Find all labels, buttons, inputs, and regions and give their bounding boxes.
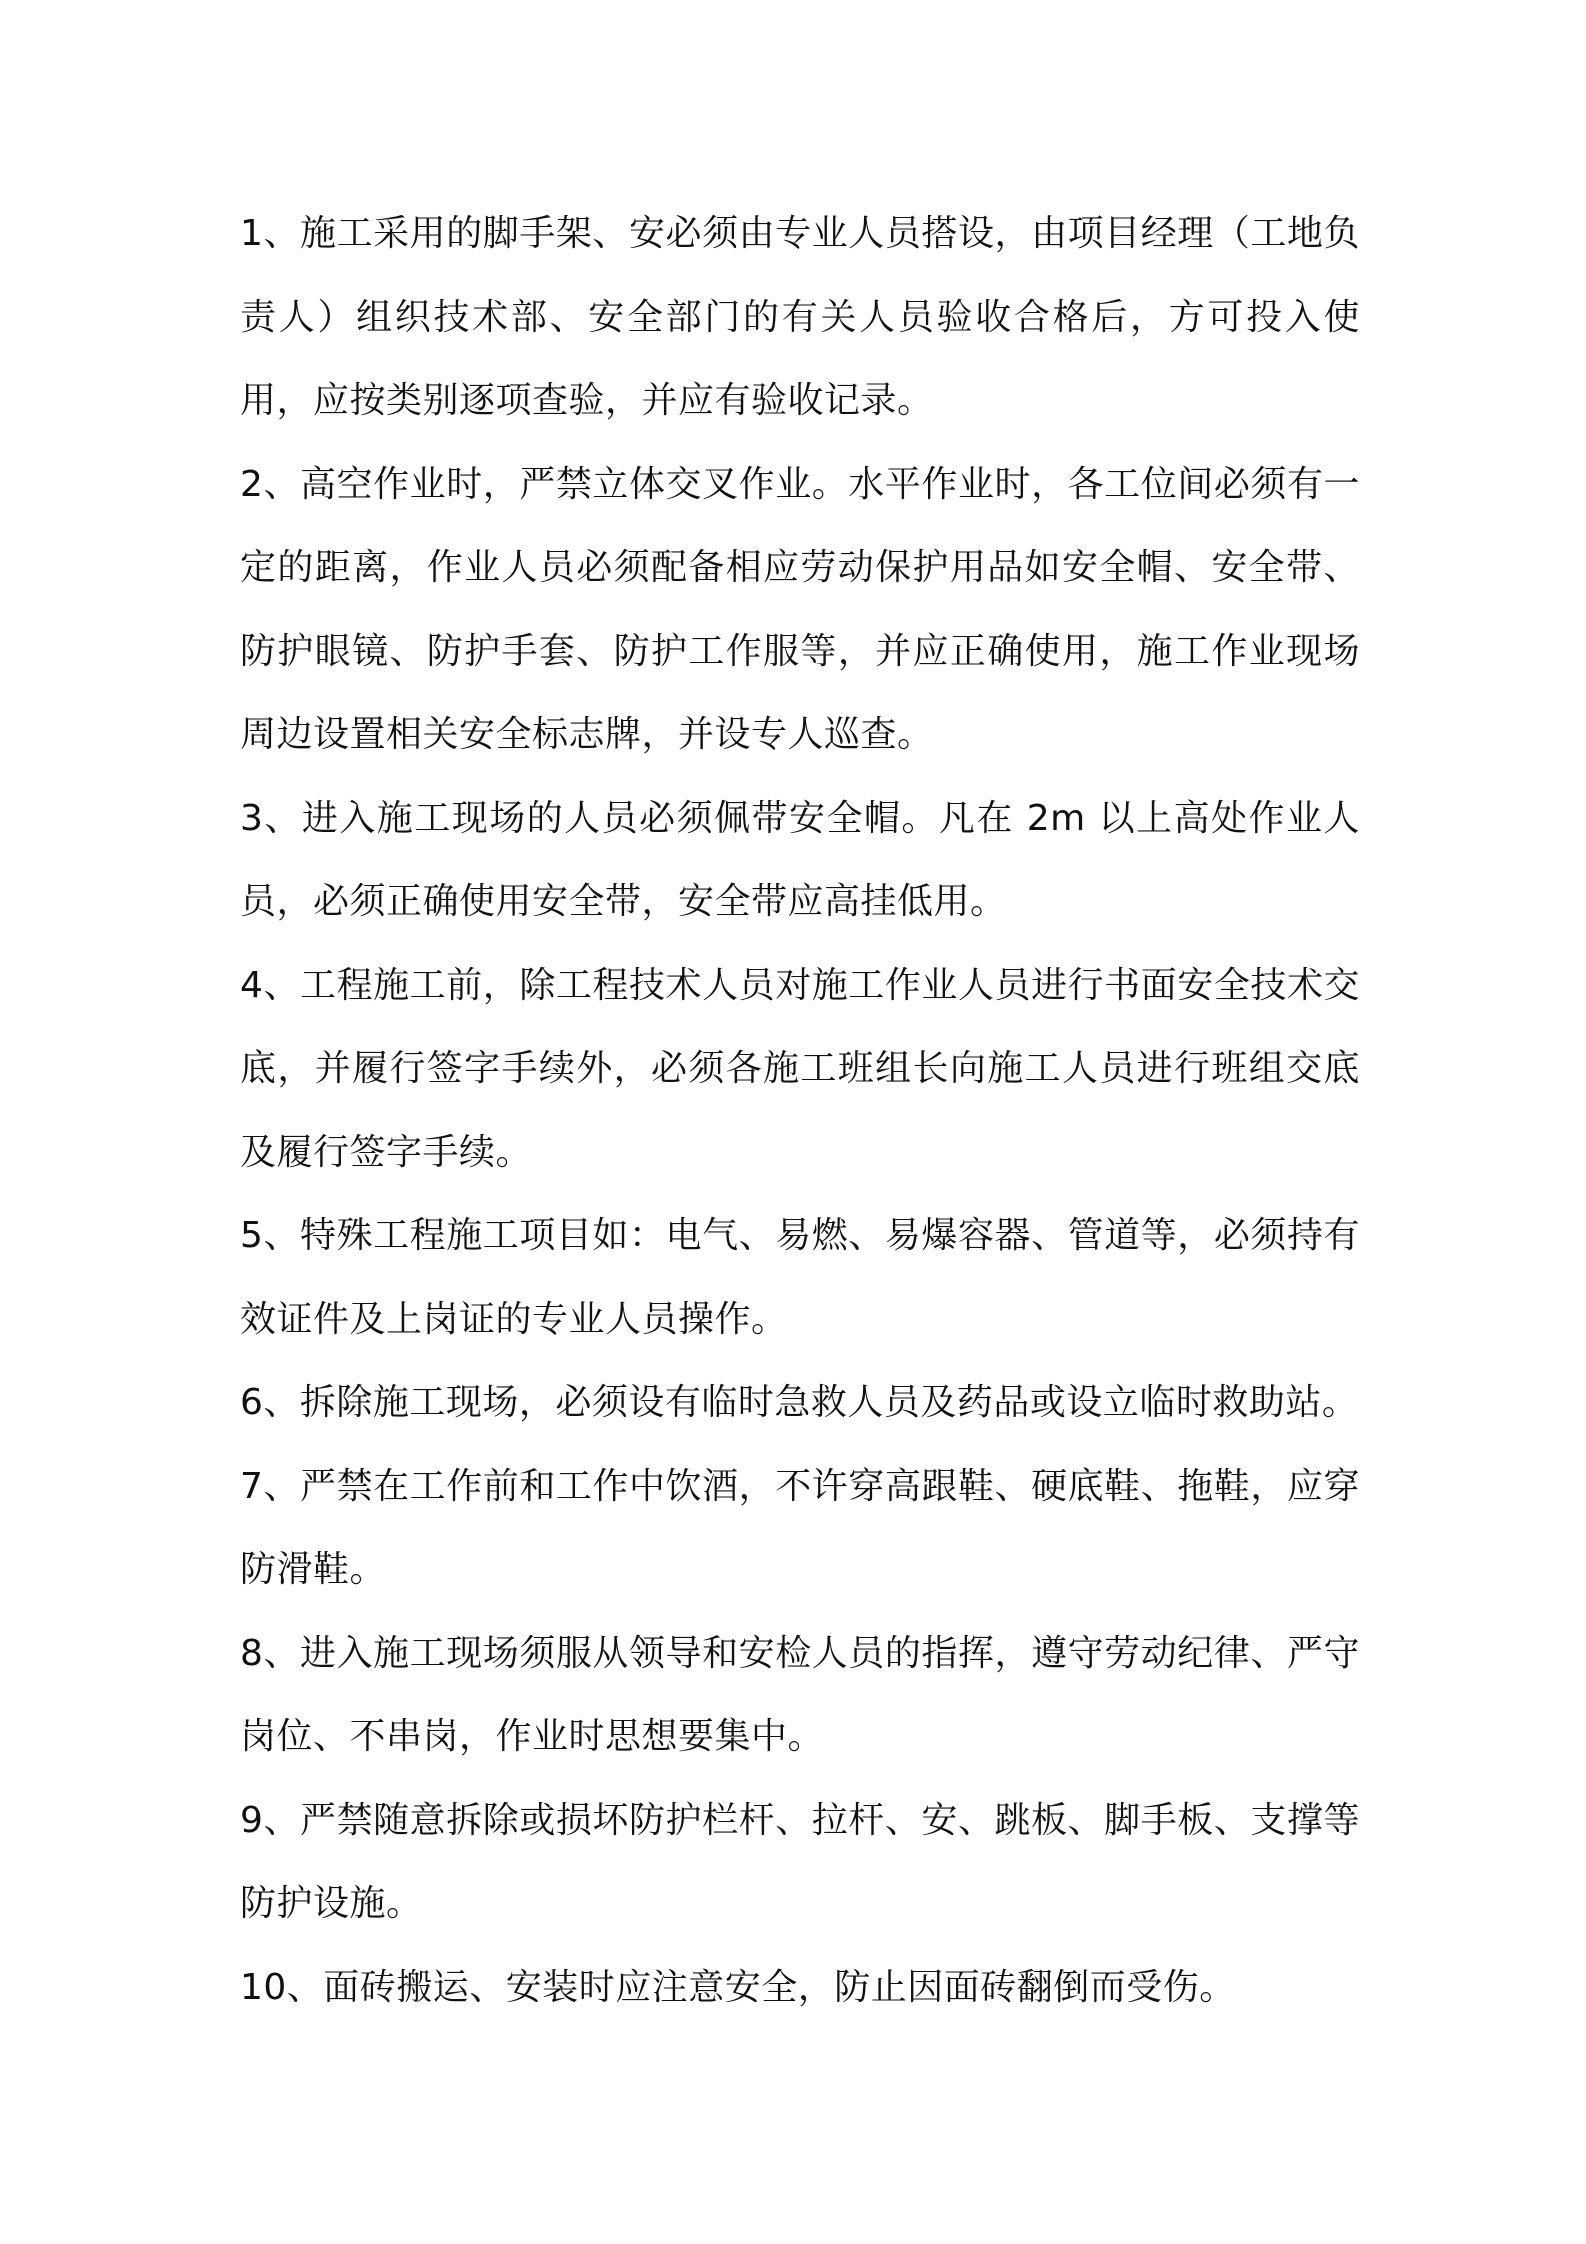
list-item-7: 7、严禁在工作前和工作中饮酒，不许穿高跟鞋、硬底鞋、拖鞋，应穿防滑鞋。: [240, 1465, 1360, 1590]
document-body: [240, 192, 1360, 2029]
list-item-10: 10、面砖搬运、安装时应注意安全，防止因面砖翻倒而受伤。: [240, 1966, 1236, 2008]
list-item-1: 1、施工采用的脚手架、安必须由专业人员搭设，由项目经理（工地负责人）组织技术部、安全部门的有关人员验收合格后，方可投入使用，应按类别逐项查验，并应有验收记录。: [240, 213, 1360, 421]
list-item-3: 3、进入施工现场的人员必须佩带安全帽。凡在 2m 以上高处作业人员，必须正确使用安全带，安全带应高挂低用。: [240, 797, 1360, 922]
list-item-9: 9、严禁随意拆除或损坏防护栏杆、拉杆、安、跳板、脚手板、支撑等防护设施。: [240, 1799, 1360, 1924]
list-item-8: 8、进入施工现场须服从领导和安检人员的指挥，遵守劳动纪律、严守岗位、不串岗，作业时思想要集中。: [240, 1632, 1360, 1757]
list-item-2: 2、高空作业时，严禁立体交叉作业。水平作业时，各工位间必须有一定的距离，作业人员必须配备相应劳动保护用品如安全帽、安全带、防护眼镜、防护手套、防护工作服等，并应正确使用，施工作业现场周边设置相关安全标志牌，并设专人巡查。: [240, 463, 1360, 755]
list-item-5: 5、特殊工程施工项目如：电气、易燃、易爆容器、管道等，必须持有效证件及上岗证的专业人员操作。: [240, 1215, 1360, 1340]
list-item-4: 4、工程施工前，除工程技术人员对施工作业人员进行书面安全技术交底，并履行签字手续外，必须各施工班组长向施工人员进行班组交底及履行签字手续。: [240, 964, 1360, 1173]
list-item-6: 6、拆除施工现场，必须设有临时急救人员及药品或设立临时救助站。: [240, 1382, 1359, 1423]
